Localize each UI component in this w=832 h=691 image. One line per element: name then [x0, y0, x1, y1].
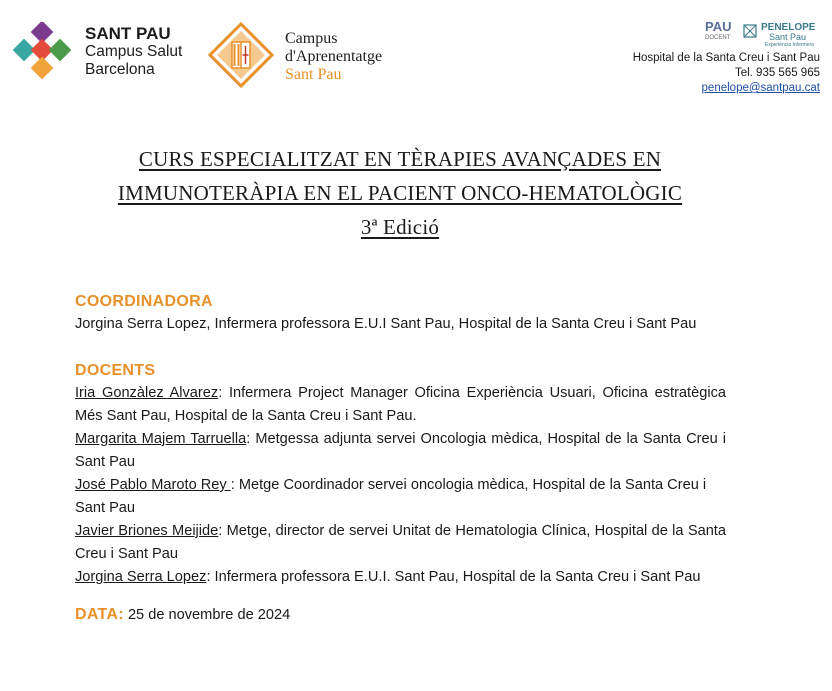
campus-logo-line3: Sant Pau	[285, 66, 342, 83]
penelope-mark-icon	[743, 24, 757, 38]
docent-entry	[75, 520, 726, 566]
document-body	[75, 290, 726, 627]
docent-entry	[75, 474, 726, 520]
coordinadora-heading: COORDINADORA	[75, 293, 213, 310]
docent-name: Jorgina Serra Lopez	[75, 569, 207, 585]
docent-desc: : Metge Coordinador servei oncologia mèdica, Hospital de la Santa Creu i Sant Pau	[75, 477, 707, 516]
docent-desc: : Metge, director de servei Unitat de Hematologia Clínica, Hospital de la Santa Creu i Sant Pau	[75, 523, 726, 562]
coordinadora-text: Jorgina Serra Lopez, Infermera professora E.U.I Sant Pau, Hospital de la Santa Creu i Sant Pau	[75, 316, 697, 332]
docent-desc: : Infermera professora E.U.I. Sant Pau, Hospital de la Santa Creu i Sant Pau	[206, 569, 701, 585]
santpau-logo-line2: Campus Salut	[85, 43, 183, 60]
santpau-logo-line3: Barcelona	[85, 61, 155, 78]
penelope-logo-sub: Sant Pau	[769, 32, 807, 42]
date-label: DATA:	[75, 606, 124, 623]
contact-phone: Tel. 935 565 965	[734, 67, 820, 79]
date-row	[75, 603, 726, 627]
santpau-logo-text	[85, 25, 182, 79]
docent-entry	[75, 566, 726, 589]
contact-hospital: Hospital de la Santa Creu i Sant Pau	[632, 52, 820, 64]
campus-logo-text	[285, 30, 382, 84]
docent-desc: : Metgessa adjunta servei Oncologia mèdica, Hospital de la Santa Creu i Sant Pau	[75, 431, 727, 470]
docent-entry	[75, 428, 726, 474]
docents-heading: DOCENTS	[75, 362, 156, 379]
docent-name: Javier Briones Meijide	[75, 523, 219, 539]
docent-entry	[75, 382, 726, 428]
date-value: 25 de novembre de 2024	[123, 607, 291, 623]
campus-shield-icon	[208, 22, 274, 88]
pau-docent-logo	[705, 19, 732, 43]
course-title-line1: CURS ESPECIALITZAT EN TÈRAPIES AVANÇADES EN	[138, 147, 662, 171]
contact-block	[633, 51, 820, 96]
penelope-logo-name: PENELOPE	[761, 22, 816, 33]
pau-docent-logo-big: PAU	[705, 19, 732, 34]
santpau-logo-line1: SANT PAU	[85, 24, 171, 43]
course-title-line2: IMMUNOTERÀPIA EN EL PACIENT ONCO-HEMATOLÒGIC	[117, 181, 683, 205]
campus-logo-line1: Campus	[285, 30, 338, 47]
docent-name: Margarita Majem Tarruella	[75, 431, 247, 447]
course-title	[60, 142, 740, 244]
pau-docent-logo-small: DOCENT	[705, 35, 731, 41]
santpau-logo-icon	[10, 22, 76, 88]
penelope-logo-tagline: Experiència Infermera	[765, 42, 814, 48]
campus-logo-line2: d'Aprenentatge	[285, 48, 383, 65]
docent-name: Iria Gonzàlez Alvarez	[75, 385, 219, 401]
course-edition: 3ª Edició	[360, 215, 440, 239]
docent-name: José Pablo Maroto Rey	[75, 477, 231, 493]
contact-email-link[interactable]: penelope@santpau.cat	[701, 82, 820, 94]
docent-desc: : Infermera Project Manager Oficina Experiència Usuari, Oficina estratègica Més Sant Pau, Hospital de la Santa Creu i Sant Pau.	[75, 385, 726, 424]
